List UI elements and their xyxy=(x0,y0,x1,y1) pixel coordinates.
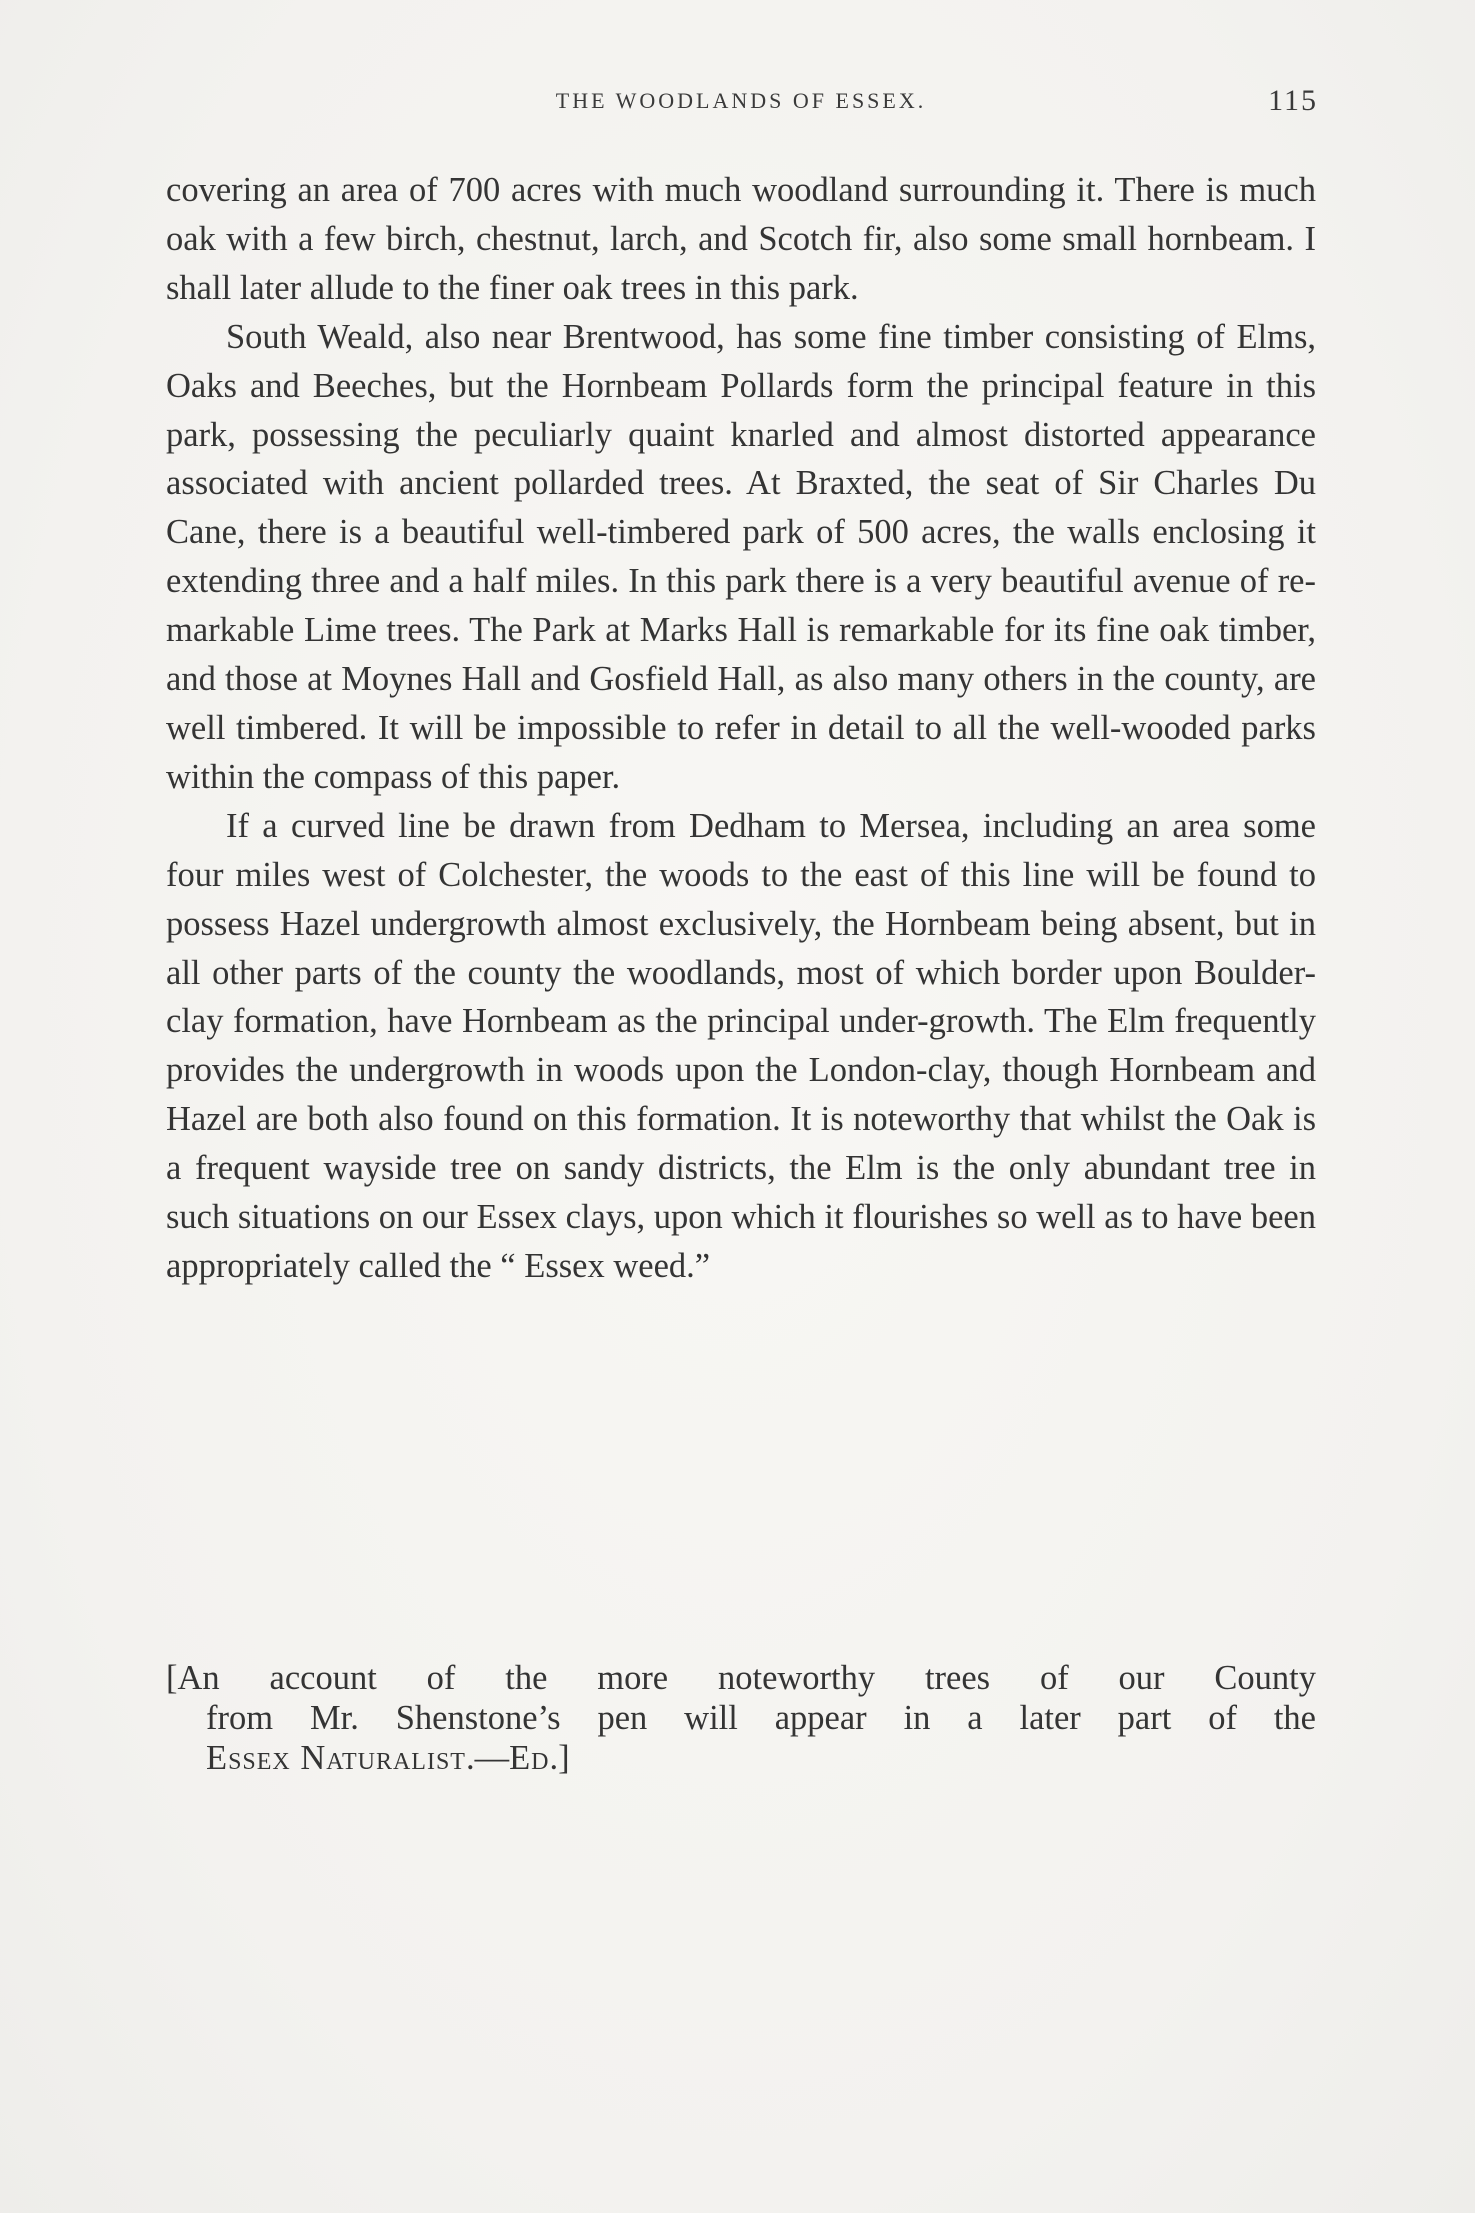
editor-note-dash: .— xyxy=(465,1739,510,1777)
editor-note xyxy=(166,1658,1316,1778)
journal-name: Essex Naturalist xyxy=(206,1739,466,1777)
page-number: 115 xyxy=(1268,84,1318,117)
paragraph-curved-line: If a curved line be drawn from Dedham to Mersea, including an area some four miles west of Colchester, the woods to the east of this line will be found to possess Hazel undergrowth almost exclusively, the Hornbeam being absent, but in all other parts of the county the woodlands, most of which border upon Boulder-clay formation, have Hornbeam as the principal under-growth. The Elm frequently provides the undergrowth in woods upon the London-clay, though Hornbeam and Hazel are both also found on this formation. It is noteworthy that whilst the Oak is a frequent wayside tree on sandy districts, the Elm is the only abundant tree in such situations on our Essex clays, upon which it flourishes so well as to have been appropriately called the “ Essex weed.” xyxy=(166,806,1316,1285)
running-head xyxy=(166,84,1318,128)
editor-note-line-3 xyxy=(166,1738,1316,1778)
editor-note-line-1: [An account of the more noteworthy trees of our County xyxy=(166,1659,1316,1697)
running-title: THE WOODLANDS OF ESSEX. xyxy=(555,88,927,113)
editor-abbrev: Ed xyxy=(509,1739,550,1777)
editor-note-close: .] xyxy=(549,1739,570,1777)
paragraph-south-weald: South Weald, also near Brentwood, has some fine timber consisting of Elms, Oaks and Beeches, but the Hornbeam Pollards form the principal feature in this park, possessing the peculiarly quaint knarled and almost distorted appearance associated with ancient pollarded trees. At Braxted, the seat of Sir Charles Du Cane, there is a beautiful well-timbered park of 500 acres, the walls enclosing it extending three and a half miles. In this park there is a very beautiful avenue of re-markable Lime trees. The Park at Marks Hall is remarkable for its fine oak timber, and those at Moynes Hall and Gosfield Hall, as also many others in the county, are well timbered. It will be impossible to refer in detail to all the well-wooded parks within the compass of this paper. xyxy=(166,317,1316,796)
editor-note-line-2: from Mr. Shenstone’s pen will appear in a later part of the xyxy=(206,1699,1316,1737)
paragraph-continued: covering an area of 700 acres with much woodland surrounding it. There is much oak with a few birch, chestnut, larch, and Scotch fir, also some small hornbeam. I shall later allude to the finer oak trees in this park. xyxy=(166,171,1316,307)
body-text xyxy=(166,166,1316,1291)
